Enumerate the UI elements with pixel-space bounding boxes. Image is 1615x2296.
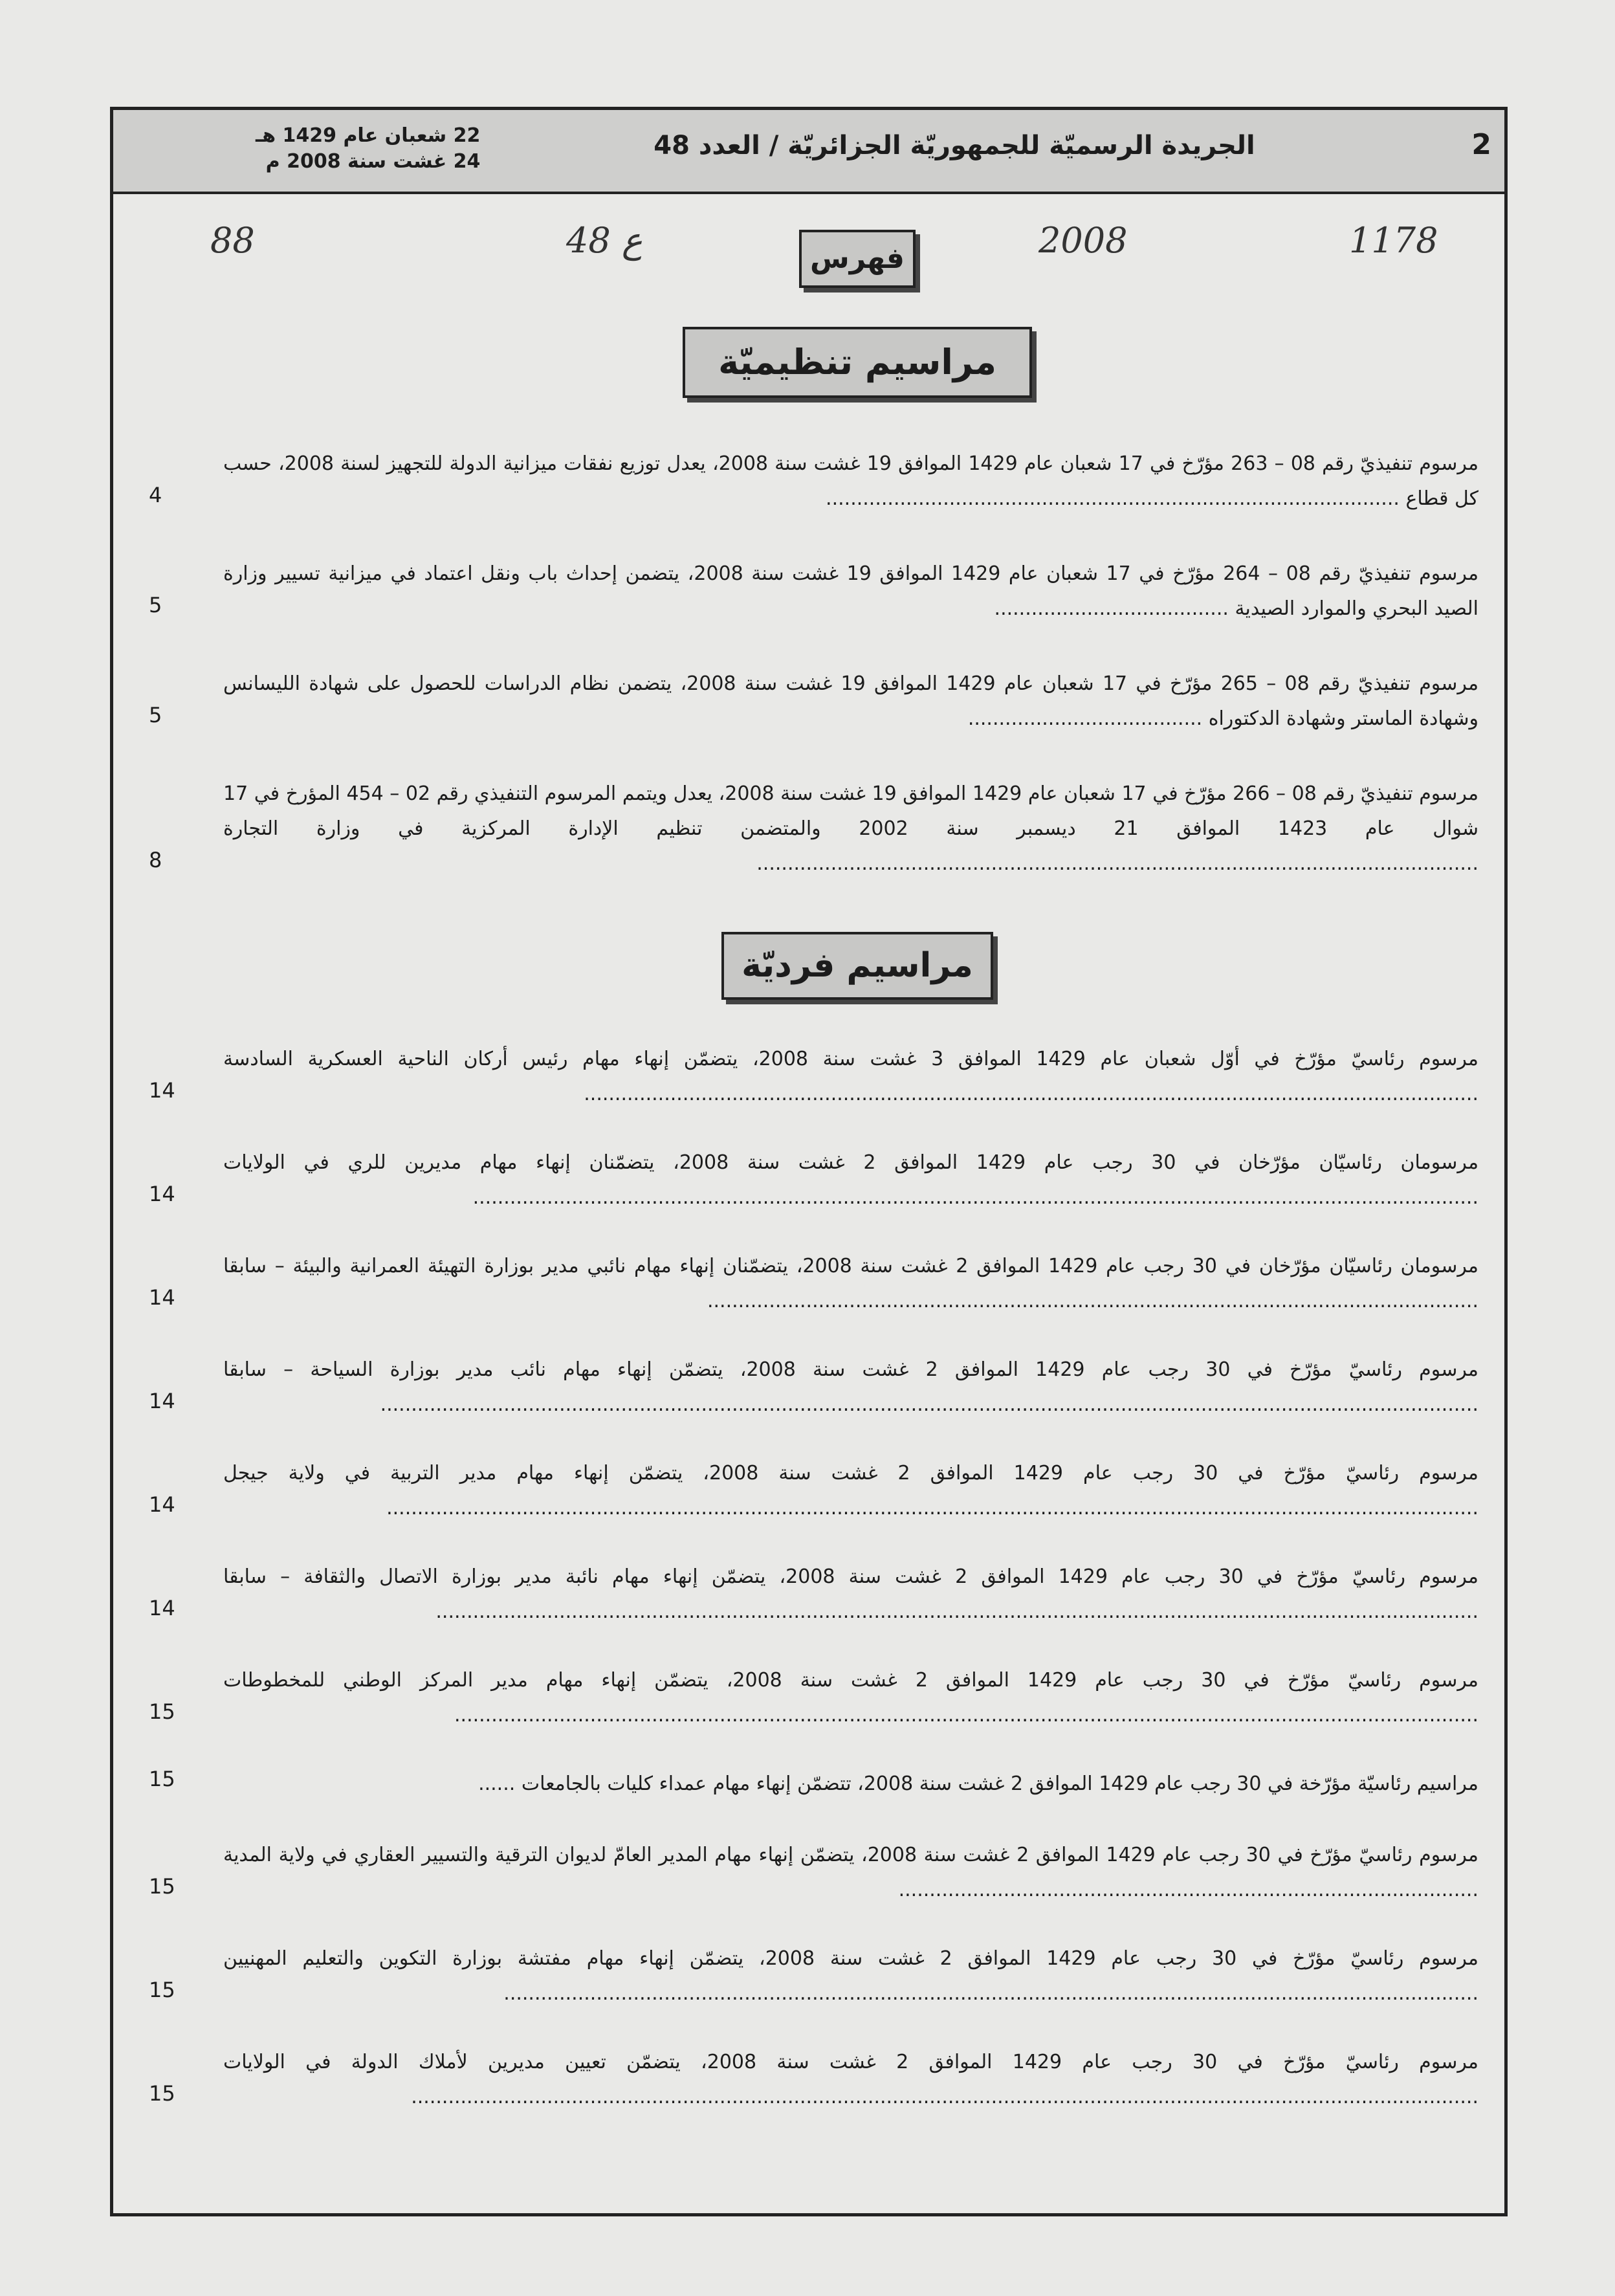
header-date (256, 123, 480, 175)
section-title-individual: مراسيم فرديّة (721, 932, 993, 1000)
toc-entry-page: 14 (149, 1078, 175, 1103)
toc-entry-text: مرسوم رئاسيّ مؤرّخ في 30 رجب عام 1429 الموافق 2 غشت سنة 2008، يتضمّن إنهاء مهام المدير العامّ لديوان الترقية والتسيير العقاري في ولاية المدية (223, 1844, 1478, 1866)
toc-entry-page: 5 (149, 703, 162, 727)
page-frame: 22 شعبان عام 1429 هـ 24 غشت سنة 2008 م الجريدة الرسميّة للجمهوريّة الجزائريّة / العدد 48 2 88 ع 48 2008 1178 فهرس مراسيم تنظيميّة مرسوم تنفيذيّ رقم 08 – 263 مؤرّخ في 17 شعبان عام 1429 الموافق 19 غشت سنة 2008، يعدل توزيع نفقات ميزانية الدولة للتجهيز لسنة 2008، حسب كل قطاع ............................................................................................. 4 مرسوم تنفيذيّ رقم 08 – 264 مؤرّخ في 17 شعبان عام 1429 الموافق 19 غشت سنة 2008، يتضمن إحداث باب ونقل اعتماد في ميزانية تسيير وزارة الصيد البحري والموارد الصيدية ...................................... 5 مرسوم تنفيذيّ رقم 08 – 265 مؤرّخ في 17 شعبان عام 1429 الموافق 19 غشت سنة 2008، يتضمن نظام الدراسات للحصول على شهادة الليسانس وشهادة الماستر وشهادة الدكتوراه ...................................... 5 مرسوم تنفيذيّ رقم 08 – 266 مؤرّخ في 17 شعبان عام 1429 الموافق 19 غشت سنة 2008، يعدل ويتمم المرسوم التنفيذي رقم 02 – 454 المؤرخ في 17 شوال عام 1423 الموافق 21 ديسمبر سنة 2002 والمتضمن تنظيم الإدارة المركزية في وزارة التجارة ..................................................................................................................... 8 مراسيم فرديّة مرسوم رئاسيّ مؤرّخ في أوّل شعبان عام 1429 الموافق 3 غشت سنة 2008، يتضمّن إنهاء مهام رئيس أركان الناحية العسكرية السادسة ................................................................................................................................................. 14 مرسومان رئاسيّان مؤرّخان في 30 رجب عام 1429 الموافق 2 غشت سنة 2008، يتضمّنان إنهاء مهام مديرين للري في الولايات ................................................................................................................................................................... 14 مرسومان رئاسيّان مؤرّخان في 30 رجب عام 1429 الموافق 2 غشت سنة 2008، يتضمّنان إنهاء مهام نائبي مدير بوزارة التهيئة العمرانية والبيئة – سابقا ............................................................................................................................. 14 مرسوم رئاسيّ مؤرّخ في 30 رجب عام 1429 الموافق 2 غشت سنة 2008، يتضمّن إنهاء مهام نائب مدير بوزارة السياحة – سابقا .................................................................................................................................................................................. 14 مرسوم رئاسيّ مؤرّخ في 30 رجب عام 1429 الموافق 2 غشت سنة 2008، يتضمّن إنهاء مهام مدير التربية في ولاية جيجل ................................................................................................................................................................................. 14 مرسوم رئاسيّ مؤرّخ في 30 رجب عام 1429 الموافق 2 غشت سنة 2008، يتضمّن إنهاء مهام نائبة مدير بوزارة الاتصال والثقافة – سابقا ......................................................................................................................................................................... 14 مرسوم رئاسيّ مؤرّخ في 30 رجب عام 1429 الموافق 2 غشت سنة 2008، يتضمّن إنهاء مهام مدير المركز الوطني للمخطوطات ...................................................................................................................................................................... 15 مراسيم رئاسيّة مؤرّخة في 30 رجب عام 1429 الموافق 2 غشت سنة 2008، تتضمّن إنهاء مهام عمداء كليات بالجامعات ...... 15 مرسوم رئاسيّ مؤرّخ في 30 رجب عام 1429 الموافق 2 غشت سنة 2008، يتضمّن إنهاء مهام المدير العامّ لديوان الترقية والتسيير العقاري في ولاية المدية .............................................................................................. 15 مرسوم رئاسيّ مؤرّخ في 30 رجب عام 1429 الموافق 2 غشت سنة 2008، يتضمّن إنهاء مهام مفتشة بوزارة التكوين والتعليم المهنيين .............................................................................................................................................................. 15 مرسوم رئاسيّ مؤرّخ في 30 رجب عام 1429 الموافق 2 غشت سنة 2008، يتضمّن تعيين مديرين لأملاك الدولة في الولايات ............................................................................................................................................................................. 15 (110, 107, 1508, 2216)
toc-entry-page: 14 (149, 1492, 175, 1517)
toc-entry-page: 15 (149, 1699, 175, 1724)
toc-entry-page: 14 (149, 1389, 175, 1413)
toc-entry-text: مرسوم رئاسيّ مؤرّخ في أوّل شعبان عام 1429 الموافق 3 غشت سنة 2008، يتضمّن إنهاء مهام رئيس أركان الناحية العسكرية السادسة (223, 1048, 1478, 1070)
handwritten-note-left: 88 (210, 220, 255, 261)
toc-entry-page: 14 (149, 1182, 175, 1206)
toc-entry-page: 14 (149, 1285, 175, 1310)
handwritten-note-middle: ع 48 (566, 220, 643, 261)
toc-entry-text: مرسوم تنفيذيّ رقم 08 – 263 مؤرّخ في 17 شعبان عام 1429 الموافق 19 غشت سنة 2008، يعدل توزيع نفقات ميزانية الدولة للتجهيز لسنة 2008، حسب كل قطاع (223, 452, 1479, 510)
toc-entry-page: 15 (149, 1978, 175, 2002)
header-gregorian-date: 24 غشت سنة 2008 م (265, 150, 481, 173)
toc-entry-page: 15 (149, 1767, 175, 1791)
toc-entry-page: 4 (149, 483, 162, 507)
handwritten-note-right: 1178 (1349, 220, 1438, 261)
toc-entry-text: مرسوم رئاسيّ مؤرّخ في 30 رجب عام 1429 الموافق 2 غشت سنة 2008، يتضمّن إنهاء مهام مفتشة بوزارة التكوين والتعليم المهنيين (223, 1947, 1478, 1970)
toc-entry-page: 8 (149, 848, 162, 872)
toc-entry-text: مرسومان رئاسيّان مؤرّخان في 30 رجب عام 1429 الموافق 2 غشت سنة 2008، يتضمّنان إنهاء مهام مديرين للري في الولايات (223, 1151, 1479, 1174)
handwritten-note-year: 2008 (1038, 220, 1128, 261)
toc-entry-text: مرسوم تنفيذيّ رقم 08 – 265 مؤرّخ في 17 شعبان عام 1429 الموافق 19 غشت سنة 2008، يتضمن نظام الدراسات للحصول على شهادة الليسانس وشهادة الماستر وشهادة الدكتوراه (223, 672, 1479, 730)
toc-entry-page: 5 (149, 593, 162, 617)
toc-entry-text: مرسوم تنفيذيّ رقم 08 – 264 مؤرّخ في 17 شعبان عام 1429 الموافق 19 غشت سنة 2008، يتضمن إحداث باب ونقل اعتماد في ميزانية تسيير وزارة الصيد البحري والموارد الصيدية (223, 562, 1479, 620)
toc-entry-page: 15 (149, 2081, 175, 2106)
toc-entry-page: 14 (149, 1596, 175, 1620)
toc-entry-text: مرسومان رئاسيّان مؤرّخان في 30 رجب عام 1429 الموافق 2 غشت سنة 2008، يتضمّنان إنهاء مهام نائبي مدير بوزارة التهيئة العمرانية والبيئة – سابقا (223, 1255, 1478, 1277)
header-hijri-date: 22 شعبان عام 1429 هـ (256, 124, 481, 147)
toc-entry-text: مراسيم رئاسيّة مؤرّخة في 30 رجب عام 1429 الموافق 2 غشت سنة 2008، تتضمّن إنهاء مهام عمداء كليات بالجامعات (521, 1772, 1478, 1795)
section-title-regulatory: مراسيم تنظيميّة (683, 327, 1032, 398)
toc-entry-text: مرسوم رئاسيّ مؤرّخ في 30 رجب عام 1429 الموافق 2 غشت سنة 2008، يتضمّن إنهاء مهام مدير التربية في ولاية جيجل (223, 1462, 1479, 1485)
header-title: الجريدة الرسميّة للجمهوريّة الجزائريّة / العدد 48 (654, 131, 1255, 160)
toc-entry-text: مرسوم رئاسيّ مؤرّخ في 30 رجب عام 1429 الموافق 2 غشت سنة 2008، يتضمّن إنهاء مهام نائبة مدير بوزارة الاتصال والثقافة – سابقا (223, 1565, 1478, 1588)
page-header (113, 110, 1504, 194)
header-page-number: 2 (1471, 128, 1491, 161)
toc-entry-text: مرسوم رئاسيّ مؤرّخ في 30 رجب عام 1429 الموافق 2 غشت سنة 2008، يتضمّن إنهاء مهام نائب مدير بوزارة السياحة – سابقا (223, 1358, 1478, 1381)
index-title: فهرس (799, 230, 916, 288)
toc-entry-text: مرسوم رئاسيّ مؤرّخ في 30 رجب عام 1429 الموافق 2 غشت سنة 2008، يتضمّن تعيين مديرين لأملاك الدولة في الولايات (223, 2051, 1479, 2073)
toc-entry-text: مرسوم رئاسيّ مؤرّخ في 30 رجب عام 1429 الموافق 2 غشت سنة 2008، يتضمّن إنهاء مهام مدير المركز الوطني للمخطوطات (223, 1669, 1478, 1692)
toc-entry-page: 15 (149, 1874, 175, 1899)
toc-entry-text: مرسوم تنفيذيّ رقم 08 – 266 مؤرّخ في 17 شعبان عام 1429 الموافق 19 غشت سنة 2008، يعدل ويتمم المرسوم التنفيذي رقم 02 – 454 المؤرخ في 17 شوال عام 1423 الموافق 21 ديسمبر سنة 2002 والمتضمن تنظيم الإدارة المركزية في وزارة التجارة (223, 782, 1479, 840)
